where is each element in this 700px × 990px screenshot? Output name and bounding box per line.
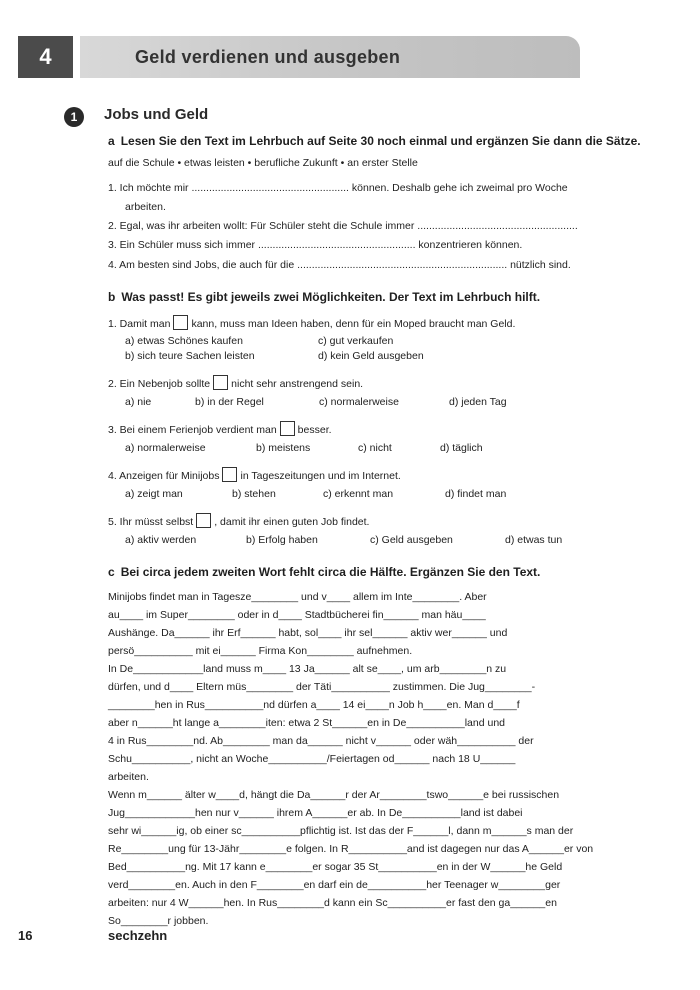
text-line: ________hen in Rus__________nd dürfen a____ 14 ei____n Job h____en. Man d____f (108, 699, 520, 711)
text-line: sehr wi______ig, ob einer sc__________pflichtig ist. Ist das der F______l, dann m______s man der (108, 825, 574, 837)
text-line: So________r jobben. (108, 915, 209, 927)
text-line: dürfen, und d____ Eltern müs________ der Täti__________ zustimmen. Die Jug________- (108, 681, 536, 693)
answer-box-1[interactable] (173, 315, 188, 330)
part-b-letter: b (108, 290, 116, 304)
text-line: verd________en. Auch in den F________en darf ein de__________her Teenager w________ger (108, 879, 561, 891)
question-2-end: nicht sehr anstrengend sein. (231, 378, 364, 390)
part-b-instruction: Was passt! Es gibt jeweils zwei Möglichkeiten. Der Text im Lehrbuch hilft. (121, 290, 541, 304)
question-3-start: 3. Bei einem Ferienjob verdient man (108, 424, 277, 436)
q1-option-a: a) etwas Schönes kaufen (125, 335, 243, 347)
q1-option-c: c) gut verkaufen (318, 335, 394, 347)
question-4-start: 4. Anzeigen für Minijobs (108, 470, 220, 482)
sentence-1-text: 1. Ich möchte mir ...................................................... können. Deshalb gehe ich zweimal pro Woche (108, 182, 568, 194)
text-line: Aushänge. Da______ ihr Erf______ habt, sol____ ihr sel______ aktiv wer______ und (108, 627, 508, 639)
question-1 (108, 315, 664, 331)
question-5 (108, 513, 664, 529)
question-2-start: 2. Ein Nebenjob sollte (108, 378, 211, 390)
text-line: Schu__________, nicht an Woche__________/Feiertagen od______ nach 18 U______ (108, 753, 516, 765)
q2-option-d: d) jeden Tag (449, 396, 507, 408)
text-line: arbeiten: nur 4 W______hen. In Rus________d kann ein Sc__________er fast den ga______en (108, 897, 557, 909)
part-a-instruction: Lesen Sie den Text im Lehrbuch auf Seite 30 noch einmal und ergänzen Sie dann die Sätze. (120, 134, 641, 148)
part-c-heading (108, 565, 540, 579)
question-2 (108, 375, 664, 391)
sentence-1-cont: arbeiten. (125, 201, 166, 213)
q4-option-b: b) stehen (232, 488, 276, 500)
q3-option-d: d) täglich (440, 442, 483, 454)
text-line: aber n______ht lange a________iten: etwa 2 St______en in De__________land und (108, 717, 506, 729)
text-line: In De____________land muss m____ 13 Ja______ alt se____, um arb________n zu (108, 663, 507, 675)
q5-option-b: b) Erfolg haben (246, 534, 318, 546)
answer-box-3[interactable] (280, 421, 295, 436)
sentence-4: 4. Am besten sind Jobs, die auch für die ........................................................................ nützlich sind. (108, 259, 571, 271)
question-1-end: kann, muss man Ideen haben, denn für ein Moped braucht man Geld. (191, 318, 516, 330)
text-line: Minijobs findet man in Tagesze________ und v____ allem im Inte________. Aber (108, 591, 487, 603)
q1-option-d: d) kein Geld ausgeben (318, 350, 424, 362)
chapter-header (18, 36, 580, 78)
page-number-word: sechzehn (108, 928, 168, 943)
q2-option-a: a) nie (125, 396, 152, 408)
answer-box-4[interactable] (222, 467, 237, 482)
q3-option-c: c) nicht (358, 442, 392, 454)
q5-option-c: c) Geld ausgeben (370, 534, 453, 546)
sentence-2: 2. Egal, was ihr arbeiten wollt: Für Schüler steht die Schule immer ....................................................... (108, 220, 578, 232)
question-4-end: in Tageszeitungen und im Internet. (240, 470, 401, 482)
answer-box-5[interactable] (196, 513, 211, 528)
text-line: au____ im Super________ oder in d____ Stadtbücherei fin______ man häu____ (108, 609, 486, 621)
text-line: Wenn m______ älter w____d, hängt die Da______r der Ar________tswo______e bei russischen (108, 789, 560, 801)
question-5-end: , damit ihr einen guten Job findet. (214, 516, 370, 528)
q4-option-c: c) erkennt man (323, 488, 394, 500)
question-4 (108, 467, 664, 483)
q4-option-a: a) zeigt man (125, 488, 183, 500)
text-line: 4 in Rus________nd. Ab________ man da______ nicht v______ oder wäh__________ der (108, 735, 534, 747)
q2-option-b: b) in der Regel (195, 396, 264, 408)
part-c-letter: c (108, 565, 115, 579)
part-b-heading (108, 290, 540, 304)
question-3 (108, 421, 664, 437)
text-line: Re________ung für 13-Jähr________e folgen. In R__________and ist dagegen nur das A______er von (108, 843, 594, 855)
part-a-heading (108, 134, 641, 148)
sentence-1 (108, 181, 664, 195)
chapter-title: Geld verdienen und ausgeben (135, 47, 401, 67)
page-number: 16 (18, 928, 33, 943)
text-line: Bed__________ng. Mit 17 kann e________er sogar 35 St__________en in der W______he Geld (108, 861, 563, 873)
word-bank: auf die Schule • etwas leisten • berufliche Zukunft • an erster Stelle (108, 157, 418, 169)
q3-option-b: b) meistens (256, 442, 311, 454)
text-line: arbeiten. (108, 771, 149, 783)
text-line: Jug____________hen nur v______ ihrem A______er ab. In De__________land ist dabei (108, 807, 523, 819)
q2-option-c: c) normalerweise (319, 396, 399, 408)
exercise-number-badge: 1 (64, 107, 84, 127)
part-c-instruction: Bei circa jedem zweiten Wort fehlt circa die Hälfte. Ergänzen Sie den Text. (120, 565, 541, 579)
part-a-letter: a (108, 134, 115, 148)
q1-option-b: b) sich teure Sachen leisten (125, 350, 255, 362)
q3-option-a: a) normalerweise (125, 442, 206, 454)
question-3-end: besser. (297, 424, 332, 436)
text-line: persö__________ mit ei______ Firma Kon________ aufnehmen. (108, 645, 413, 657)
sentence-3: 3. Ein Schüler muss sich immer ...................................................... konzentrieren können. (108, 239, 523, 251)
q5-option-a: a) aktiv werden (125, 534, 197, 546)
answer-box-2[interactable] (213, 375, 228, 390)
chapter-number: 4 (18, 36, 73, 78)
exercise-title: Jobs und Geld (104, 106, 209, 123)
question-1-start: 1. Damit man (108, 318, 171, 330)
question-5-start: 5. Ihr müsst selbst (108, 516, 194, 528)
q4-option-d: d) findet man (445, 488, 507, 500)
q5-option-d: d) etwas tun (505, 534, 563, 546)
